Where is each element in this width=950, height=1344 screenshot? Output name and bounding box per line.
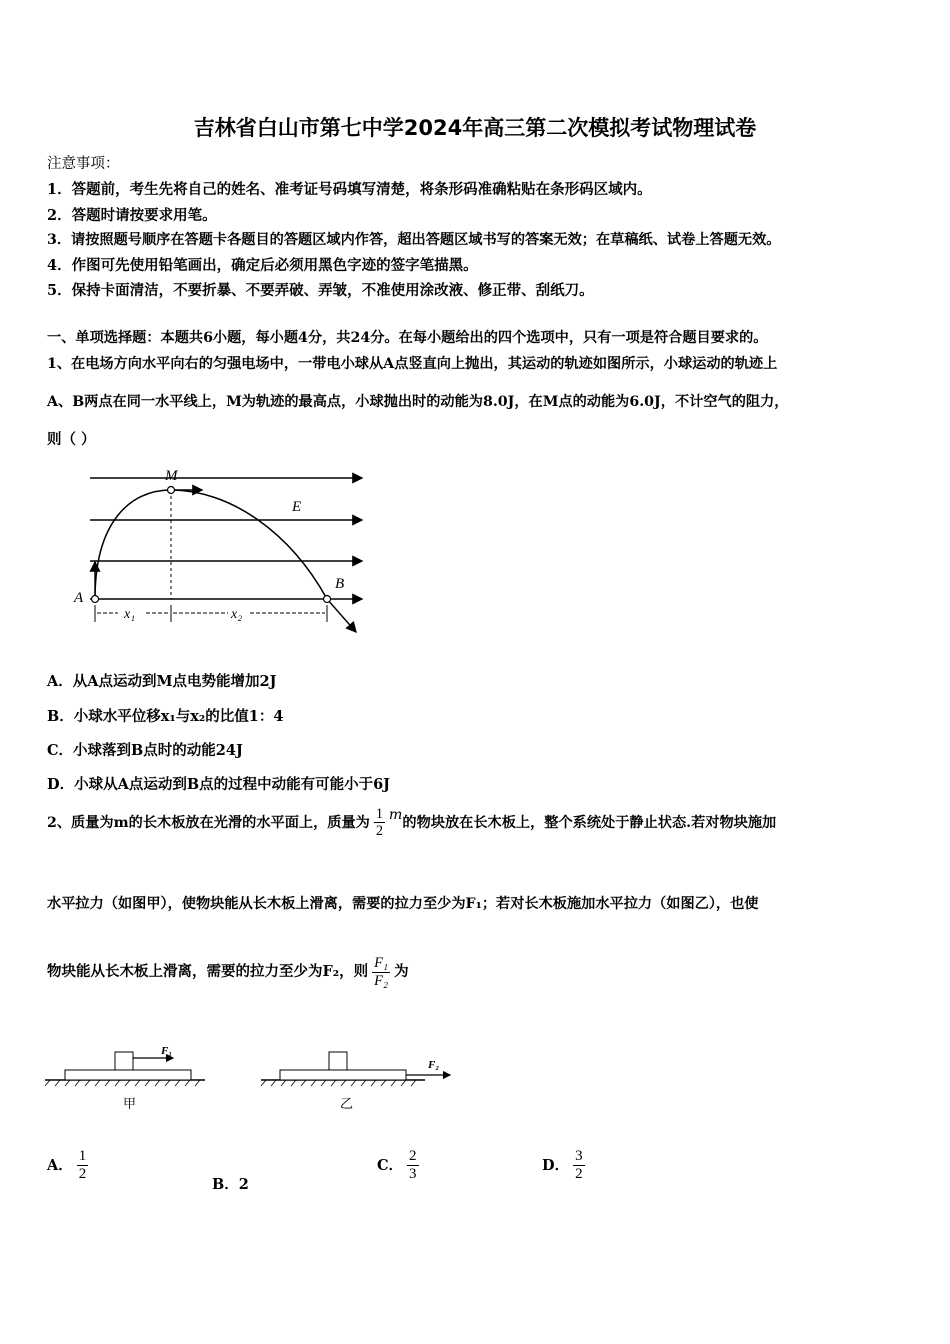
notice-item: 1．答题前，考生先将自己的姓名、准考证号码填写清楚，将条形码准确粘贴在条形码区域内。: [47, 181, 652, 198]
question-2-text: 2、质量为m的长木板放在光滑的水平面上，质量为 $\frac{1}{2}$ m的物块放在长木板上，整个系统处于静止状态.若对物块施加: [47, 806, 777, 840]
label-B: B: [335, 576, 345, 592]
fraction-ratio: $\frac{\text{F₁}}{\text{F₂}}$: [374, 955, 389, 989]
caption-yi: 乙: [340, 1096, 354, 1111]
question-1-option: D．小球从A点运动到B点的过程中动能有可能小于6J: [47, 776, 391, 793]
board-figure: [45, 1040, 465, 1120]
label-F1: F₁: [161, 1045, 173, 1057]
question-1-option: A．从A点运动到M点电势能增加2J: [47, 673, 277, 690]
trajectory-figure: [70, 462, 380, 637]
question-2-option-c: C． $\frac{2}{3}$: [377, 1148, 417, 1183]
question-1-text: 1、在电场方向水平向右的匀强电场中，一带电小球从A点竖直向上抛出，其运动的轨迹如图所示，小球运动的轨迹上: [47, 356, 778, 372]
notice-header: 注意事项：: [47, 156, 120, 172]
question-1-option: C．小球落到B点时的动能24J: [47, 742, 243, 759]
question-2-option-d: D． $\frac{3}{2}$: [542, 1148, 583, 1183]
caption-jia: 甲: [123, 1096, 137, 1111]
label-F2: F₂: [428, 1059, 440, 1071]
question-1-text: A、B两点在同一水平线上，M为轨迹的最高点，小球抛出时的动能为8.0J，在M点的动能为6.0J，不计空气的阻力，: [47, 394, 789, 410]
question-2-text: 物块能从长木板上滑离，需要的拉力至少为F₂，则 $\frac{\text{F₁}}{\text{F₂}}$ 为: [47, 955, 409, 989]
question-2-option-a: A． $\frac{1}{2}$: [47, 1148, 87, 1183]
question-2-text: 水平拉力（如图甲），使物块能从长木板上滑离，需要的拉力至少为F₁；若对长木板施加水平拉力（如图乙），也使: [47, 896, 759, 912]
fraction-mass: $\frac{1}{2}$: [375, 806, 383, 840]
notice-item: 5．保持卡面清洁，不要折暴、不要弄破、弄皱，不准使用涂改液、修正带、刮纸刀。: [47, 282, 594, 299]
notice-item: 4．作图可先使用铅笔画出，确定后必须用黑色字迹的签字笔描黑。: [47, 257, 478, 274]
section-header: 一、单项选择题：本题共6小题，每小题4分，共24分。在每小题给出的四个选项中，只有一项是符合题目要求的。: [47, 330, 768, 346]
label-A: A: [74, 590, 84, 606]
notice-item: 3．请按照题号顺序在答题卡各题目的答题区域内作答，超出答题区域书写的答案无效；在草稿纸、试卷上答题无效。: [47, 232, 781, 248]
question-1-option: B．小球水平位移x₁与x₂的比值1：4: [47, 708, 284, 725]
label-x1: x₁: [124, 607, 136, 622]
label-M: M: [165, 468, 178, 484]
label-E: E: [292, 499, 302, 515]
label-x2: x₂: [231, 607, 243, 622]
page-title: 吉林省白山市第七中学2024年高三第二次模拟考试物理试卷: [193, 116, 757, 140]
notice-item: 2．答题时请按要求用笔。: [47, 207, 217, 224]
question-1-text: 则（ ）: [47, 431, 96, 448]
question-2-option-b: B．2: [212, 1176, 249, 1193]
